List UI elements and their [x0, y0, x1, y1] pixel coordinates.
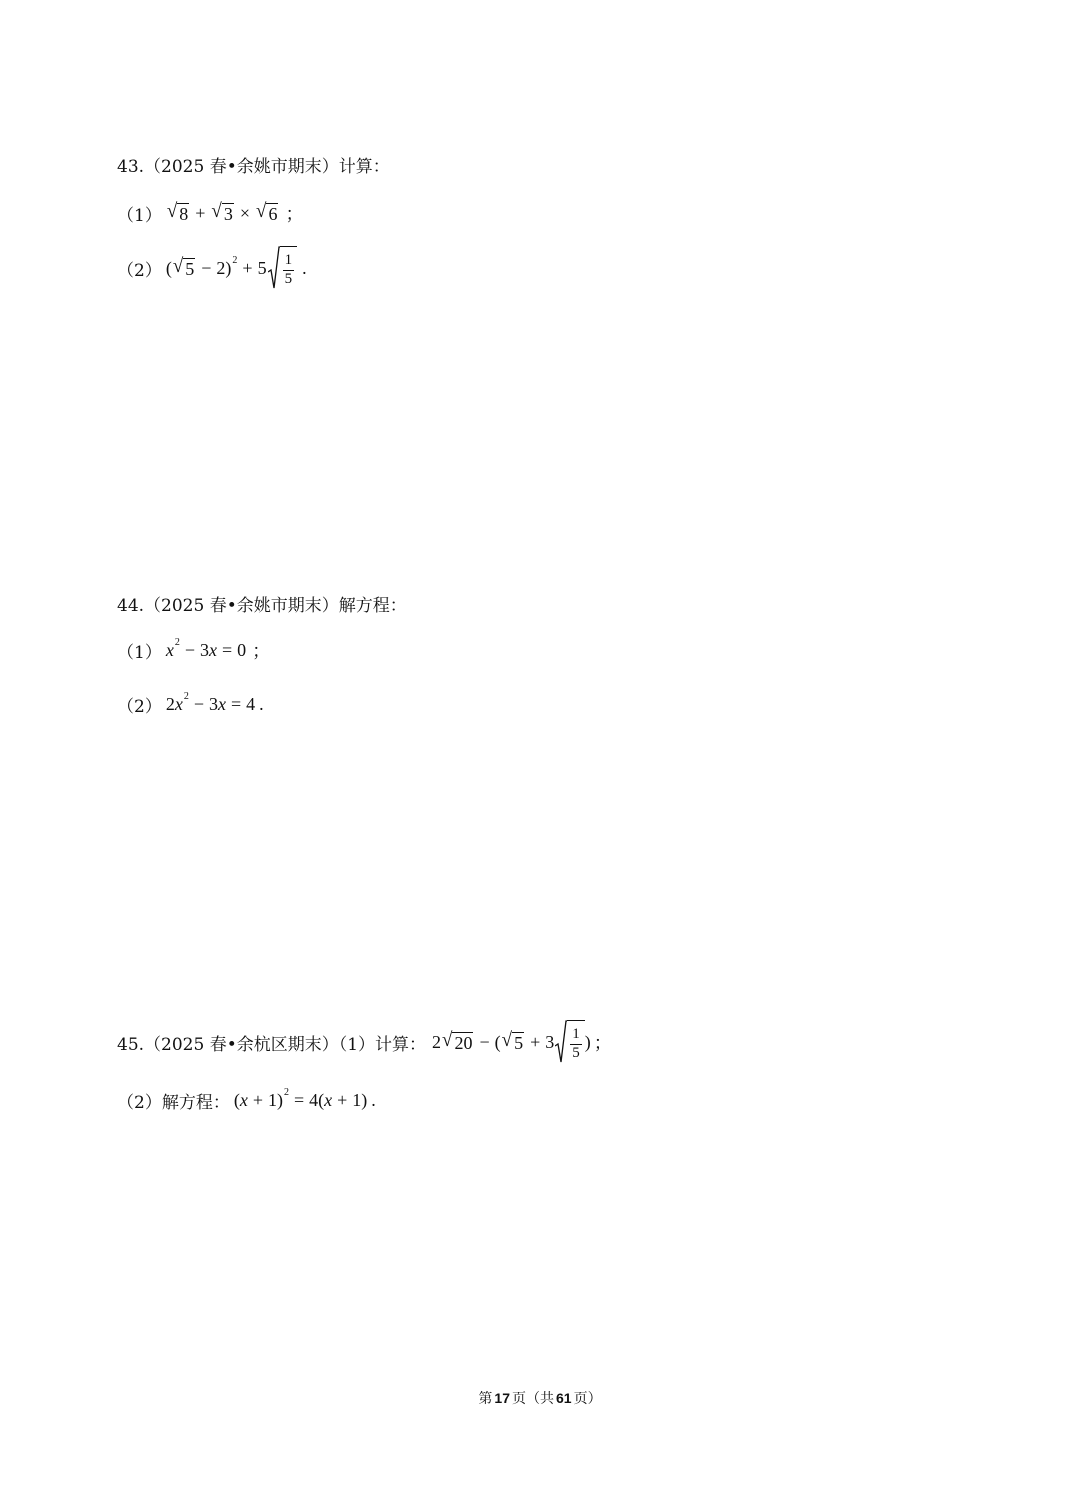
part-label: （2）解方程： — [117, 1093, 230, 1113]
operator: − — [479, 1031, 490, 1052]
question-44-title-text: 44.（2025 春•余姚市期末）解方程： — [117, 596, 407, 616]
sqrt: √ 8 — [166, 200, 189, 224]
question-44-part-2 — [117, 692, 264, 717]
operator: + — [337, 1090, 348, 1110]
footer-text: 页（共 — [512, 1391, 554, 1407]
number: 2 — [216, 257, 226, 278]
fraction — [283, 253, 295, 288]
radicand: 5 — [185, 258, 195, 279]
footer-text: 第 — [478, 1391, 493, 1407]
punctuation: ； — [252, 641, 271, 661]
operator: − — [193, 694, 204, 714]
paren: ( — [233, 1090, 240, 1110]
question-44-part-1 — [117, 637, 270, 663]
exponent: 2 — [232, 254, 238, 266]
page-number: 17 — [494, 1390, 510, 1406]
operator: − — [201, 257, 212, 278]
question-43-title — [117, 152, 390, 177]
operator: + — [242, 257, 253, 278]
variable: x — [217, 694, 226, 714]
radicand: 3 — [223, 203, 233, 224]
exponent: 2 — [283, 1087, 289, 1098]
question-43-title-text: 43.（2025 春•余姚市期末）计算： — [117, 157, 390, 177]
question-45-title-text: 45.（2025 春•余杭区期末）（1）计算： — [117, 1034, 427, 1055]
math-expression — [165, 691, 264, 715]
punctuation: ； — [593, 1033, 612, 1053]
footer-text: 页） — [573, 1391, 602, 1407]
radicand: 20 — [454, 1032, 473, 1053]
operator: = — [293, 1090, 305, 1110]
question-43-part-2 — [117, 246, 307, 290]
operator: = — [221, 639, 233, 660]
question-45-part-1 — [117, 1020, 612, 1064]
part-label: （1） — [117, 642, 162, 663]
variable: x — [165, 639, 174, 660]
sqrt: √ 5 — [501, 1029, 524, 1053]
part-label: （2） — [117, 697, 162, 717]
question-44-title — [117, 591, 407, 616]
math-expression — [166, 637, 270, 663]
variable: x — [174, 694, 183, 714]
total-pages: 61 — [556, 1390, 572, 1406]
number: 1 — [352, 1090, 362, 1110]
punctuation: . — [302, 257, 307, 278]
paren: ( — [165, 257, 172, 278]
fraction — [570, 1027, 582, 1062]
operator: − — [184, 639, 195, 660]
numerator: 1 — [570, 1027, 582, 1045]
radicand: 5 — [514, 1032, 524, 1053]
number: 5 — [257, 257, 267, 278]
operator: + — [252, 1090, 263, 1110]
variable: x — [324, 1090, 333, 1110]
paren: ( — [318, 1090, 325, 1110]
page-footer — [0, 1388, 1080, 1408]
paren: ( — [494, 1031, 501, 1052]
sqrt: √ 20 — [442, 1029, 473, 1053]
number: 1 — [267, 1090, 277, 1110]
sqrt: √ 3 — [211, 200, 233, 224]
number: 4 — [309, 1090, 319, 1110]
sqrt: √ 6 — [256, 200, 278, 224]
number: 2 — [432, 1031, 442, 1052]
number: 0 — [237, 639, 247, 660]
paren: ) — [276, 1090, 283, 1110]
sqrt: √ 5 — [172, 255, 195, 279]
paren: ) — [361, 1090, 368, 1110]
number: 2 — [165, 694, 175, 714]
radical-sign — [268, 246, 280, 290]
number: 4 — [246, 694, 256, 714]
number: 3 — [199, 639, 209, 660]
paren: ) — [584, 1031, 591, 1052]
punctuation: . — [371, 1090, 376, 1110]
exponent: 2 — [174, 636, 180, 648]
number: 3 — [545, 1031, 555, 1052]
math-expression — [166, 200, 304, 226]
punctuation: . — [259, 694, 264, 714]
numerator: 1 — [283, 253, 295, 271]
question-45-part-2 — [117, 1088, 376, 1113]
part-label: （2） — [117, 260, 162, 281]
denominator: 5 — [572, 1044, 580, 1061]
radicand — [567, 1020, 585, 1064]
operator: + — [530, 1031, 541, 1052]
exponent: 2 — [183, 691, 189, 702]
math-expression — [432, 1020, 612, 1064]
operator: × — [239, 202, 251, 223]
radicand: 8 — [179, 203, 189, 224]
number: 3 — [208, 694, 218, 714]
operator: = — [230, 694, 242, 714]
radicand — [280, 246, 298, 290]
sqrt-fraction — [268, 246, 298, 290]
punctuation: ； — [285, 204, 304, 224]
sqrt-fraction — [555, 1020, 585, 1064]
denominator: 5 — [284, 270, 293, 287]
radical-sign — [555, 1020, 567, 1064]
part-label: （1） — [117, 205, 162, 226]
question-43-part-1 — [117, 200, 303, 226]
variable: x — [208, 639, 217, 660]
math-expression — [233, 1087, 376, 1111]
radicand: 6 — [268, 203, 278, 224]
operator: + — [195, 202, 206, 223]
variable: x — [239, 1090, 248, 1110]
math-expression — [166, 246, 307, 290]
paren: ) — [225, 257, 232, 278]
